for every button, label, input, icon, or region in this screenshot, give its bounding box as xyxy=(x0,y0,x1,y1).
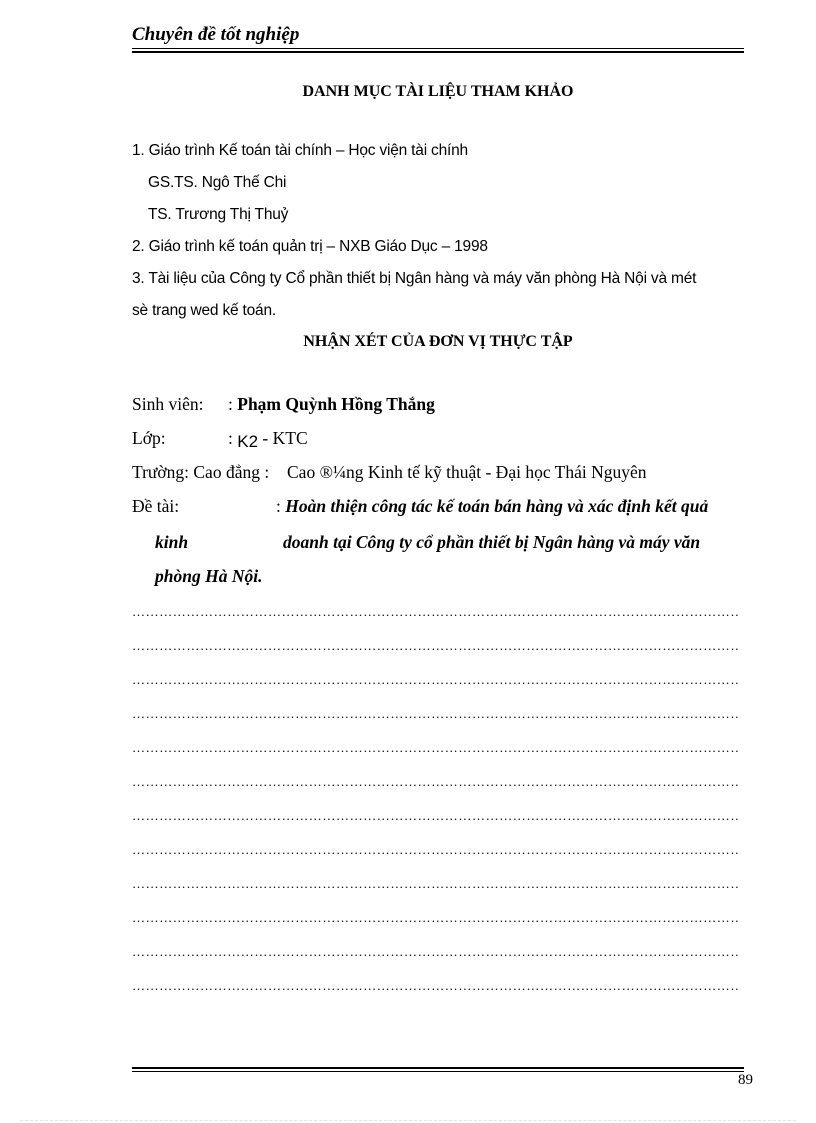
student-name: Phạm Quỳnh Hồng Thắng xyxy=(237,394,435,414)
dotted-line xyxy=(132,742,740,754)
reference-line: 1. Giáo trình Kế toán tài chính – Học viện tài chính xyxy=(132,142,468,159)
topic-label: Đề tài: xyxy=(132,496,180,516)
topic-line-3: phòng Hà Nội. xyxy=(155,566,263,586)
dotted-line xyxy=(132,810,740,822)
student-label: Sinh viên: xyxy=(132,394,204,414)
dotted-line xyxy=(132,844,740,856)
class-label: Lớp: xyxy=(132,428,166,448)
reference-line: 3. Tài liệu của Công ty Cổ phần thiết bị Ngân hàng và máy văn phòng Hà Nội và mét xyxy=(132,270,697,287)
reference-line: 2. Giáo trình kế toán quản trị – NXB Giáo Dục – 1998 xyxy=(132,238,488,255)
header-title: Chuyên đề tốt nghiệp xyxy=(132,24,300,45)
dotted-line xyxy=(132,708,740,720)
topic-line-2b: doanh tại Công ty cổ phần thiết bị Ngân hàng và máy văn xyxy=(283,532,701,552)
dotted-line xyxy=(132,946,740,958)
class-suffix: - KTC xyxy=(262,428,308,448)
header-rule xyxy=(132,48,744,53)
reference-line: sè trang wed kế toán. xyxy=(132,302,277,319)
topic-line-2a: kinh xyxy=(155,532,189,552)
footer-rule xyxy=(132,1067,744,1072)
student-value: : Phạm Quỳnh Hồng Thắng xyxy=(228,394,435,414)
school-label: Trường: Cao đẳng : xyxy=(132,462,270,482)
class-value: : K2 - KTC xyxy=(228,428,308,451)
reference-line: GS.TS. Ngô Thế Chi xyxy=(148,174,287,191)
topic-line-1: : Hoàn thiện công tác kế toán bán hàng và xác định kết quả xyxy=(276,496,709,516)
dotted-line xyxy=(132,674,740,686)
dotted-line xyxy=(132,640,740,652)
class-code: K2 xyxy=(237,432,259,451)
dotted-line xyxy=(132,776,740,788)
reference-line: TS. Trương Thị Thuỷ xyxy=(148,206,289,223)
dotted-line xyxy=(132,606,740,618)
review-heading: NHẬN XÉT CỦA ĐƠN VỊ THỰC TẬP xyxy=(303,333,573,350)
page-edge-dashes xyxy=(20,1120,796,1121)
page-number: 89 xyxy=(738,1072,753,1088)
dotted-line xyxy=(132,912,740,924)
dotted-line xyxy=(132,980,740,992)
references-heading: DANH MỤC TÀI LIỆU THAM KHẢO xyxy=(302,83,574,100)
school-value: Cao ®¼ng Kinh tế kỹ thuật - Đại học Thái Nguyên xyxy=(287,462,647,482)
dotted-line xyxy=(132,878,740,890)
